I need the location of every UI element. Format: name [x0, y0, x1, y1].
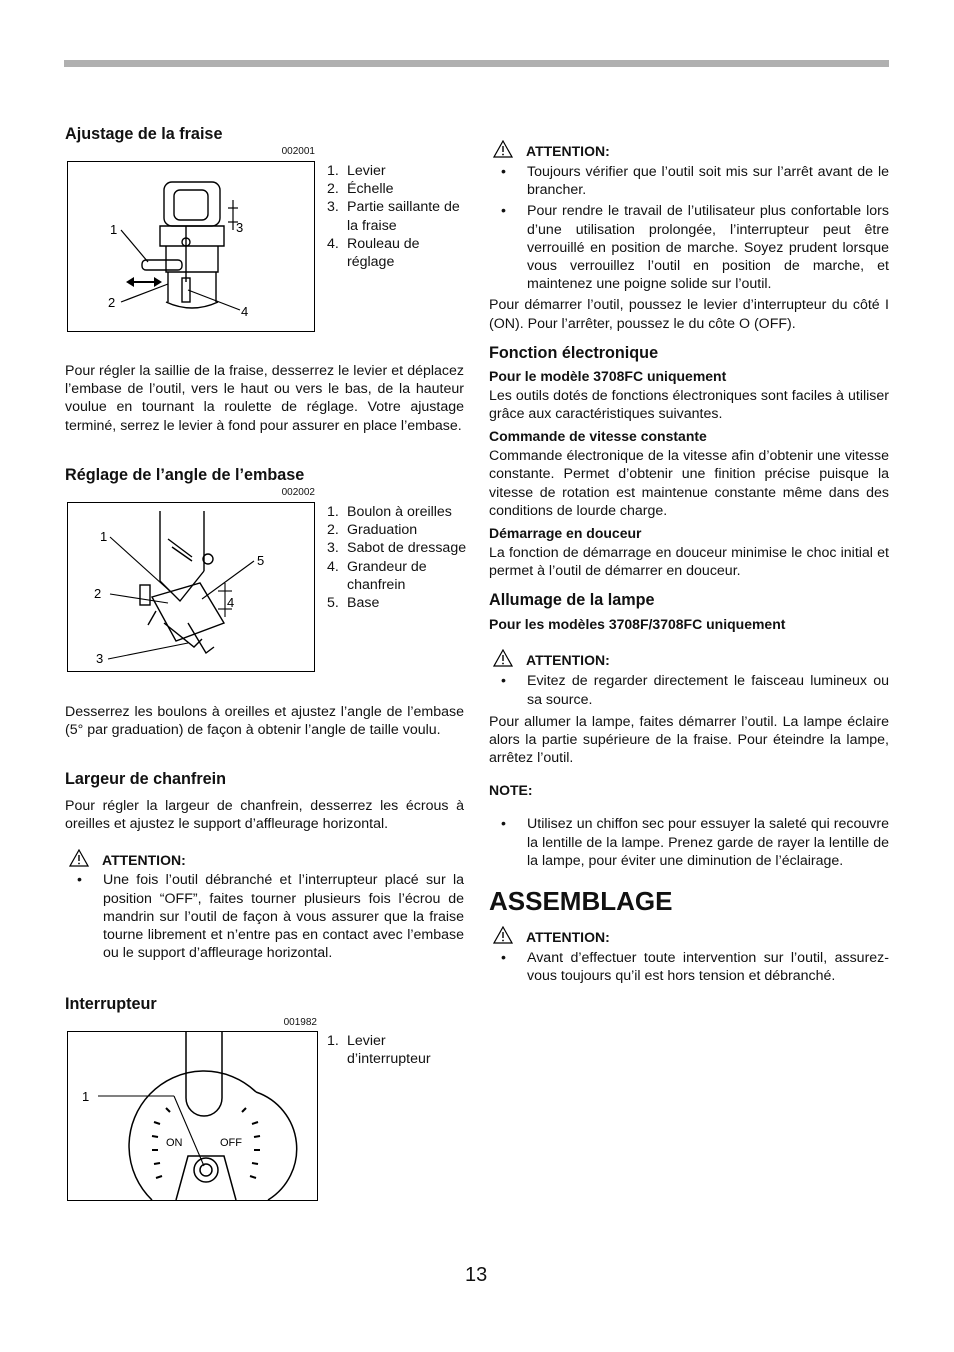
subsection-title: Démarrage en douceur [489, 525, 642, 542]
body-text: Desserrez les boulons à oreilles et ajustez l’angle de l’embase (5° par graduation) de façon à obtenir l’angle de taille voulu. [65, 704, 464, 739]
section-angle [65, 465, 464, 485]
bullet-list [489, 949, 889, 985]
angle-text-wrap [65, 703, 464, 739]
figure-code: 002001 [281, 146, 315, 157]
warning-icon [493, 926, 513, 944]
router-adjust-illustration [68, 162, 314, 331]
list-item: • Evitez de regarder directement le faisceau lumineux ou sa source. [489, 672, 889, 708]
section-title: Allumage de la lampe [489, 591, 655, 610]
legend-item: 3. Partie saillante de la fraise [327, 199, 460, 234]
subsection-title: Commande de vitesse constante [489, 428, 707, 445]
attention-heading [489, 926, 889, 946]
list-item: • Une fois l’outil débranché et l’interrupteur placé sur la position “OFF”, faites tourner plusieurs fois l’écrou de mandrin sur l’outil de façon à vous assurer que la fraise tourne librement et n’entre pas en contact avec l’embase ou le support d’affleurage horizontal. [65, 871, 464, 962]
section-title: Réglage de l’angle de l’embase [65, 466, 305, 484]
legend-item: 1. Boulon à oreilles [327, 504, 452, 520]
body-text: Pour allumer la lampe, faites démarrer l’outil. La lampe éclaire alors la partie supérieure de la fraise. Pour éteindre la lampe, arrêtez l’outil. [489, 713, 889, 767]
fig-code-wrap [65, 487, 315, 499]
subsection-title: Pour les modèles 3708F/3708FC uniquement [489, 616, 786, 633]
callout-2: 2 [108, 295, 116, 310]
ajustage-text-wrap [65, 362, 464, 435]
list-item: • Pour rendre le travail de l’utilisateur plus confortable lors d’une utilisation prolongée, l’interrupteur peut être verrouillé en position de marche. Soyez prudent lorsque vous verrouillez l’outil en position de marche, et maintenez une poigne solide sur l’outil. [489, 202, 889, 293]
figure-interrupteur [67, 1031, 318, 1201]
section-ajustage [65, 124, 464, 144]
body-text: La fonction de démarrage en douceur minimise le choc initial et permet à l’outil de démarrer en douceur. [489, 545, 889, 580]
legend-item: 2. Échelle [327, 181, 394, 198]
attention-heading [489, 140, 889, 160]
figure-code: 002002 [281, 487, 315, 498]
bullet-list [489, 163, 889, 293]
fig-code-wrap [65, 1017, 317, 1029]
body-text: Pour démarrer l’outil, poussez le levier d’interrupteur du côté I (ON). Pour l’arrêter, poussez le du côte O (OFF). [489, 297, 889, 332]
assemblage-heading: ASSEMBLAGE [489, 886, 673, 917]
legend-angle [327, 503, 467, 612]
figure-fraise [67, 161, 315, 332]
legend-item: 4. Rouleau de réglage [327, 235, 420, 271]
right-column [489, 140, 889, 985]
page-number: 13 [465, 1264, 488, 1286]
callout-5: 5 [257, 553, 265, 568]
switch-illustration [68, 1032, 317, 1200]
callout-1: 1 [100, 529, 108, 544]
body-text: Pour régler la saillie de la fraise, desserrez le levier et déplacez l’embase de l’outil, vers le haut ou vers le bas, de la hauteur voulue en tournant la roulette de réglage. Votre ajustage terminé, serrez le levier à fond pour assurer en place l’embase. [65, 363, 464, 434]
warning-icon [69, 849, 89, 867]
callout-4: 4 [241, 304, 249, 319]
legend-item: 3. Sabot de dressage [327, 540, 467, 557]
callout-4: 4 [227, 595, 235, 610]
section-title: Interrupteur [65, 995, 157, 1013]
legend-item: 2. Graduation [327, 522, 418, 539]
body-text: Commande électronique de la vitesse afin d’obtenir une vitesse constante. Permet d’obtenir une finition précise puisque la vitesse de rotation est maintenue constante même dans des conditions de lourde charge. [489, 448, 889, 519]
attention-label: ATTENTION: [102, 852, 186, 869]
on-label: ON [166, 1137, 183, 1149]
bullet-list [489, 672, 889, 708]
legend-item: 1. Levier [327, 163, 386, 179]
figure-angle [67, 502, 315, 672]
warning-icon [493, 649, 513, 667]
callout-3: 3 [96, 651, 104, 666]
note-label: NOTE: [489, 782, 533, 799]
attention-label: ATTENTION: [526, 143, 610, 159]
body-text: Pour régler la largeur de chanfrein, desserrez les écrous à oreilles et ajustez le support d’affleurage horizontal. [65, 798, 464, 833]
section-title: Fonction électronique [489, 343, 659, 362]
attention-label: ATTENTION: [526, 652, 610, 669]
list-item: • Toujours vérifier que l’outil soit mis sur l’arrêt avant de le brancher. [489, 163, 889, 199]
list-item: • Utilisez un chiffon sec pour essuyer la saleté qui recouvre la lentille de la lampe. Prenez garde de rayer la lentille de la lampe, pour éviter une diminution de l’éclairage. [489, 815, 889, 870]
base-angle-illustration [68, 503, 314, 671]
legend-item: 4. Grandeur de chanfrein [327, 558, 427, 593]
callout-2: 2 [94, 586, 102, 601]
legend-fraise [327, 162, 467, 271]
legend-interrupteur [327, 1032, 467, 1068]
section-title: Largeur de chanfrein [65, 770, 227, 788]
attention-heading [65, 849, 464, 869]
section-chanfrein [65, 769, 464, 962]
section-interrupteur [65, 994, 464, 1014]
bullet-list [65, 871, 464, 962]
list-item: • Avant d’effectuer toute intervention sur l’outil, assurez-vous toujours qu’il est hors tension et débranché. [489, 949, 889, 985]
callout-3: 3 [236, 220, 244, 235]
header-rule [64, 60, 889, 67]
fig-code-wrap [65, 146, 315, 158]
subsection-title: Pour le modèle 3708FC uniquement [489, 367, 727, 384]
body-text: Les outils dotés de fonctions électroniques sont faciles à utiliser grâce aux caractéristiques suivantes. [489, 387, 889, 423]
attention-label: ATTENTION: [526, 929, 610, 946]
figure-code: 001982 [283, 1017, 317, 1028]
legend-item: 1. Levier d’interrupteur [327, 1033, 431, 1068]
bullet-list [489, 815, 889, 870]
section-title: Ajustage de la fraise [65, 125, 223, 143]
callout-1: 1 [110, 222, 118, 237]
legend-item: 5. Base [327, 595, 380, 612]
attention-heading [489, 649, 889, 669]
off-label: OFF [220, 1137, 242, 1149]
warning-icon [493, 140, 513, 158]
callout-1: 1 [82, 1089, 90, 1104]
